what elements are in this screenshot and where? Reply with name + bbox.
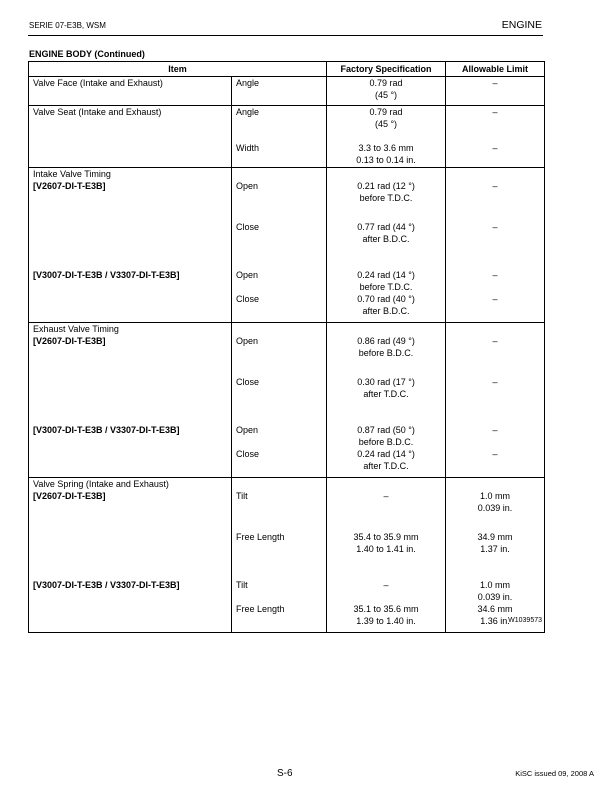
allowable-limit-value: – — [492, 78, 498, 88]
allowable-limit-cell — [446, 478, 545, 531]
issue-note: KiSC issued 09, 2008 A — [515, 769, 594, 778]
measure-label: Tilt — [236, 579, 248, 590]
factory-spec-cell — [327, 293, 446, 323]
factory-spec-cell — [327, 603, 446, 633]
measure-cell — [232, 168, 327, 221]
factory-spec-value: 0.70 rad (40 °) after B.D.C. — [357, 293, 415, 316]
allowable-limit-value: 34.9 mm 1.37 in. — [477, 531, 513, 554]
allowable-limit-cell — [446, 106, 545, 142]
factory-spec-cell — [327, 567, 446, 603]
header-section: ENGINE — [501, 19, 542, 31]
factory-spec-cell — [327, 478, 446, 531]
measure-cell — [232, 531, 327, 567]
table-row — [29, 77, 545, 106]
allowable-limit-value: – — [492, 424, 498, 435]
allowable-limit-cell — [446, 412, 545, 448]
measure-cell — [232, 376, 327, 412]
measure-label: Angle — [236, 107, 260, 117]
table-row — [29, 567, 545, 603]
document-code: W1039573 — [508, 617, 542, 624]
factory-spec-value: – — [383, 579, 389, 590]
allowable-limit-cell — [446, 567, 545, 603]
factory-spec-value: 0.24 rad (14 °) before T.D.C. — [357, 269, 415, 292]
allowable-limit-value: – — [492, 107, 498, 117]
table-row — [29, 603, 545, 633]
header-series: SERIE 07-E3B, WSM — [29, 21, 106, 30]
table-row — [29, 412, 545, 448]
measure-label: Open — [236, 336, 259, 346]
item-cell — [29, 567, 232, 603]
measure-label: Tilt — [236, 491, 248, 501]
factory-spec-value: 0.77 rad (44 °) after B.D.C. — [357, 221, 415, 244]
allowable-limit-value: 34.6 mm 1.36 in. — [477, 603, 513, 626]
measure-cell — [232, 603, 327, 633]
allowable-limit-value: 1.0 mm 0.039 in. — [477, 579, 513, 602]
item-cell — [29, 323, 232, 376]
factory-spec-value: 0.87 rad (50 °) before B.D.C. — [357, 424, 415, 447]
allowable-limit-value: – — [492, 448, 498, 459]
col-header-item: Item — [29, 62, 327, 77]
model-label: [V3007-DI-T-E3B / V3307-DI-T-E3B] — [33, 269, 180, 280]
measure-cell — [232, 221, 327, 257]
factory-spec-value: 0.24 rad (14 °) after T.D.C. — [357, 448, 415, 471]
model-label: [V3007-DI-T-E3B / V3307-DI-T-E3B] — [33, 424, 180, 435]
factory-spec-value: 0.79 rad (45 °) — [369, 107, 403, 129]
item-name: Exhaust Valve Timing — [33, 324, 119, 334]
measure-cell — [232, 106, 327, 142]
measure-label: Close — [236, 448, 260, 459]
item-name: Intake Valve Timing — [33, 169, 111, 179]
factory-spec-value: 0.21 rad (12 °) before T.D.C. — [357, 181, 415, 203]
item-name: Valve Spring (Intake and Exhaust) — [33, 479, 169, 489]
table-row — [29, 106, 545, 142]
table-row — [29, 257, 545, 293]
allowable-limit-cell — [446, 77, 545, 106]
measure-label: Free Length — [236, 603, 285, 614]
spec-table-body — [29, 77, 545, 633]
allowable-limit-cell — [446, 531, 545, 567]
factory-spec-cell — [327, 168, 446, 221]
item-cell — [29, 448, 232, 478]
factory-spec-cell — [327, 142, 446, 168]
allowable-limit-cell — [446, 376, 545, 412]
measure-label: Free Length — [236, 531, 285, 542]
allowable-limit-cell — [446, 323, 545, 376]
measure-cell — [232, 293, 327, 323]
item-name: Valve Seat (Intake and Exhaust) — [33, 107, 162, 117]
factory-spec-cell — [327, 77, 446, 106]
table-row — [29, 221, 545, 257]
measure-cell — [232, 323, 327, 376]
table-row — [29, 478, 545, 531]
allowable-limit-value: – — [492, 142, 498, 153]
section-title: ENGINE BODY (Continued) — [29, 49, 145, 59]
item-cell — [29, 531, 232, 567]
factory-spec-cell — [327, 106, 446, 142]
allowable-limit-cell — [446, 293, 545, 323]
item-cell — [29, 412, 232, 448]
table-row — [29, 323, 545, 376]
factory-spec-cell — [327, 323, 446, 376]
allowable-limit-value: – — [492, 293, 498, 304]
allowable-limit-value: – — [492, 336, 498, 346]
measure-cell — [232, 142, 327, 168]
item-cell — [29, 257, 232, 293]
item-cell — [29, 77, 232, 106]
measure-label: Angle — [236, 78, 260, 88]
factory-spec-cell — [327, 221, 446, 257]
allowable-limit-cell — [446, 142, 545, 168]
allowable-limit-value: – — [492, 269, 498, 280]
model-label: [V2607-DI-T-E3B] — [33, 181, 106, 191]
page-number: S-6 — [277, 768, 293, 779]
measure-cell — [232, 257, 327, 293]
table-row — [29, 448, 545, 478]
factory-spec-cell — [327, 376, 446, 412]
table-row — [29, 168, 545, 221]
item-cell — [29, 106, 232, 142]
factory-spec-cell — [327, 257, 446, 293]
factory-spec-value: 35.4 to 35.9 mm 1.40 to 1.41 in. — [353, 531, 419, 554]
spec-table — [28, 61, 545, 633]
factory-spec-value: 35.1 to 35.6 mm 1.39 to 1.40 in. — [353, 603, 419, 626]
factory-spec-value: 0.30 rad (17 °) after T.D.C. — [357, 376, 415, 399]
col-header-limit: Allowable Limit — [446, 62, 545, 77]
model-label: [V3007-DI-T-E3B / V3307-DI-T-E3B] — [33, 579, 180, 590]
factory-spec-cell — [327, 531, 446, 567]
measure-label: Close — [236, 376, 260, 387]
measure-label: Open — [236, 181, 259, 191]
item-cell — [29, 293, 232, 323]
table-header-row — [29, 62, 545, 77]
col-header-spec: Factory Specification — [327, 62, 446, 77]
item-cell — [29, 221, 232, 257]
factory-spec-cell — [327, 448, 446, 478]
item-name: Valve Face (Intake and Exhaust) — [33, 78, 163, 88]
measure-cell — [232, 478, 327, 531]
table-row — [29, 293, 545, 323]
table-row — [29, 531, 545, 567]
allowable-limit-value: – — [492, 376, 498, 387]
allowable-limit-value: – — [492, 181, 498, 191]
factory-spec-value: 0.86 rad (49 °) before B.D.C. — [357, 336, 415, 358]
measure-label: Open — [236, 269, 259, 280]
model-label: [V2607-DI-T-E3B] — [33, 491, 106, 501]
factory-spec-value: – — [383, 491, 389, 501]
measure-cell — [232, 77, 327, 106]
allowable-limit-cell — [446, 257, 545, 293]
table-row — [29, 142, 545, 168]
allowable-limit-value: 1.0 mm 0.039 in. — [477, 491, 513, 513]
header-rule — [28, 35, 543, 36]
measure-cell — [232, 448, 327, 478]
measure-label: Close — [236, 221, 260, 232]
allowable-limit-cell — [446, 221, 545, 257]
allowable-limit-cell — [446, 448, 545, 478]
allowable-limit-value: – — [492, 221, 498, 232]
factory-spec-value: 0.79 rad (45 °) — [369, 78, 403, 100]
measure-label: Width — [236, 142, 260, 153]
factory-spec-cell — [327, 412, 446, 448]
measure-cell — [232, 412, 327, 448]
allowable-limit-cell — [446, 168, 545, 221]
measure-label: Close — [236, 293, 260, 304]
item-cell — [29, 478, 232, 531]
measure-label: Open — [236, 424, 259, 435]
measure-cell — [232, 567, 327, 603]
item-cell — [29, 376, 232, 412]
item-cell — [29, 142, 232, 168]
factory-spec-value: 3.3 to 3.6 mm 0.13 to 0.14 in. — [356, 142, 416, 165]
table-row — [29, 376, 545, 412]
model-label: [V2607-DI-T-E3B] — [33, 336, 106, 346]
item-cell — [29, 603, 232, 633]
item-cell — [29, 168, 232, 221]
